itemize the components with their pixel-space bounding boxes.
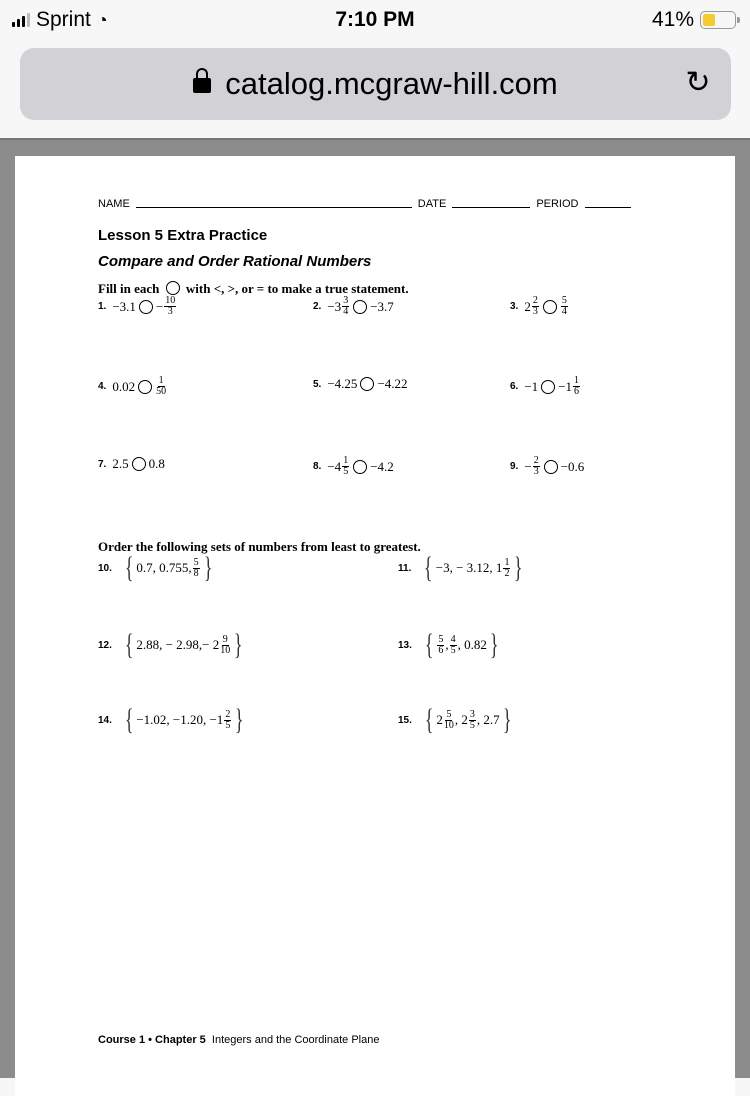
- fraction: [532, 296, 539, 317]
- close-brace: }: [234, 628, 243, 661]
- math-text: −3.1: [112, 298, 136, 314]
- answer-circle[interactable]: [138, 380, 152, 394]
- answer-circle[interactable]: [139, 300, 153, 314]
- fraction: [561, 296, 568, 317]
- order-problem: [98, 703, 247, 736]
- header-fields: [98, 198, 637, 210]
- math-text: −4: [327, 458, 342, 474]
- math-text: −1: [558, 378, 573, 394]
- numerator: 10: [165, 295, 176, 306]
- math-text: , 2: [454, 712, 468, 727]
- denominator: 5: [225, 719, 231, 731]
- close-brace: }: [203, 551, 213, 584]
- battery-icon: [700, 11, 736, 29]
- period-label: PERIOD: [536, 198, 579, 210]
- fraction: [156, 376, 166, 397]
- reload-icon[interactable]: ↻: [685, 66, 711, 99]
- fraction: [220, 635, 230, 656]
- status-bar: [0, 0, 750, 42]
- denominator: 5: [343, 466, 349, 477]
- problem-number: 8.: [313, 461, 322, 472]
- problem-number: 10.: [98, 562, 112, 574]
- answer-circle[interactable]: [541, 380, 555, 394]
- open-brace: {: [424, 703, 434, 736]
- math-text: −3, − 3.12, 1: [435, 560, 503, 575]
- footer: [98, 1034, 379, 1046]
- compare-problem: [313, 296, 394, 317]
- numerator: 5: [446, 708, 452, 720]
- footer-course: Course 1 • Chapter 5: [98, 1034, 206, 1046]
- numerator: 1: [504, 556, 510, 568]
- numerator: 5: [438, 633, 444, 645]
- order-instructions: Order the following sets of numbers from least to greatest.: [98, 539, 421, 554]
- compare-problem: [313, 376, 408, 392]
- math-text: 0.02: [112, 378, 136, 394]
- math-text: ,: [445, 637, 449, 652]
- answer-circle[interactable]: [353, 300, 367, 314]
- compare-problem: [98, 376, 167, 397]
- footer-topic: Integers and the Coordinate Plane: [211, 1034, 380, 1046]
- numerator: 2: [533, 455, 539, 466]
- denominator: 2: [504, 567, 510, 579]
- document-viewer[interactable]: [0, 138, 750, 1078]
- problem-number: 3.: [510, 301, 519, 312]
- open-brace: {: [124, 628, 134, 661]
- math-text: 2: [436, 712, 443, 727]
- math-text: −1: [524, 378, 539, 394]
- open-brace: {: [124, 551, 134, 584]
- wifi-icon: ◔: [96, 9, 108, 30]
- math-text: 2.88, − 2.98,− 2: [136, 637, 220, 652]
- numerator: 3: [343, 295, 349, 306]
- problem-number: 7.: [98, 458, 107, 470]
- url-text: catalog.mcgraw-hill.com: [225, 66, 558, 101]
- circle-icon: [166, 281, 180, 295]
- answer-circle[interactable]: [543, 300, 557, 314]
- denominator: 3: [532, 306, 538, 317]
- fraction: [450, 635, 457, 656]
- math-text: −4.22: [377, 376, 408, 391]
- numerator: 5: [561, 295, 567, 306]
- lesson-title: Lesson 5 Extra Practice: [98, 227, 268, 244]
- answer-circle[interactable]: [353, 460, 367, 474]
- problem-number: 4.: [98, 381, 107, 392]
- fraction: [469, 710, 476, 731]
- denominator: 3: [533, 466, 539, 477]
- close-brace: }: [235, 703, 244, 736]
- fraction: [503, 558, 510, 579]
- address-bar[interactable]: [20, 48, 731, 120]
- math-text: −: [524, 458, 532, 474]
- compare-problem: [98, 456, 165, 472]
- order-problem: [398, 551, 526, 584]
- answer-circle[interactable]: [360, 377, 374, 391]
- denominator: 6: [574, 386, 580, 397]
- denominator: 5: [469, 719, 475, 731]
- fraction: [444, 710, 454, 731]
- problem-number: 15.: [398, 714, 412, 726]
- math-text: −: [155, 298, 164, 314]
- fraction: [224, 710, 231, 731]
- numerator: 2: [225, 708, 231, 720]
- open-brace: {: [424, 628, 434, 661]
- math-text: −4.25: [327, 376, 358, 391]
- order-problem: [98, 628, 246, 661]
- math-text: , 2.7: [476, 712, 500, 727]
- problem-number: 14.: [98, 714, 112, 726]
- carrier: Sprint: [36, 8, 91, 31]
- close-brace: }: [489, 628, 499, 661]
- numerator: 4: [450, 633, 456, 645]
- fraction: [193, 558, 200, 579]
- lesson-subtitle: Compare and Order Rational Numbers: [98, 253, 372, 270]
- name-label: NAME: [98, 198, 130, 210]
- math-text: , 0.82: [457, 637, 487, 652]
- fraction: [533, 456, 540, 477]
- date-line: [452, 207, 530, 208]
- fraction: [573, 376, 580, 397]
- numerator: 9: [222, 633, 228, 645]
- compare-problem: [510, 456, 584, 477]
- compare-problem: [510, 376, 581, 397]
- numerator: 1: [343, 455, 349, 466]
- problem-number: 9.: [510, 461, 519, 472]
- fraction: [437, 635, 444, 656]
- fraction: [342, 296, 349, 317]
- order-problem: [398, 703, 514, 736]
- open-brace: {: [424, 551, 433, 584]
- order-problem: [398, 628, 501, 661]
- lock-icon: [193, 78, 211, 93]
- denominator: 10: [443, 719, 454, 731]
- fraction: [164, 296, 176, 317]
- answer-circle[interactable]: [544, 460, 558, 474]
- clock: 7:10 PM: [335, 8, 415, 31]
- problem-number: 5.: [313, 378, 322, 390]
- battery-percent: 41%: [651, 8, 694, 31]
- compare-problem: [98, 296, 177, 317]
- name-line: [136, 207, 412, 208]
- instruction-text: with <, >, or = to make a true statement.: [185, 281, 409, 296]
- compare-instructions: [98, 281, 409, 297]
- order-problem: [98, 551, 215, 584]
- numerator: 5: [193, 556, 199, 568]
- open-brace: {: [124, 703, 134, 736]
- denominator: 4: [343, 306, 349, 317]
- numerator: 2: [532, 295, 538, 306]
- math-text: −3.7: [370, 298, 394, 314]
- denominator: 10: [220, 644, 231, 656]
- compare-problem: [313, 456, 394, 477]
- denominator: 6: [438, 644, 444, 656]
- problem-number: 1.: [98, 301, 107, 312]
- problem-number: 12.: [98, 639, 112, 651]
- denominator: 4: [561, 306, 567, 317]
- math-text: −1.02, −1.20, −1: [136, 712, 224, 727]
- math-text: 0.7, 0.755,: [136, 560, 192, 575]
- numerator: 1: [158, 375, 164, 386]
- date-label: DATE: [417, 198, 447, 210]
- close-brace: }: [514, 551, 523, 584]
- problem-number: 6.: [510, 381, 519, 392]
- denominator: 8: [193, 567, 199, 579]
- math-text: 2: [524, 298, 531, 314]
- math-text: 2.5: [112, 456, 129, 471]
- denominator: 5: [450, 644, 456, 656]
- compare-problem: [510, 296, 569, 317]
- math-text: 0.8: [148, 456, 165, 471]
- period-line: [585, 207, 631, 208]
- math-text: −0.6: [560, 458, 585, 474]
- denominator: 3: [167, 306, 173, 317]
- numerator: 3: [469, 708, 475, 720]
- numerator: 1: [574, 375, 580, 386]
- problem-number: 13.: [398, 639, 412, 651]
- problem-number: 11.: [398, 562, 412, 574]
- denominator: 50: [156, 386, 167, 397]
- close-brace: }: [502, 703, 512, 736]
- worksheet-page: [15, 156, 735, 1096]
- math-text: −3: [327, 298, 342, 314]
- math-text: −4.2: [370, 458, 394, 474]
- answer-circle[interactable]: [132, 457, 146, 471]
- instruction-text: Fill in each: [98, 281, 160, 296]
- problem-number: 2.: [313, 301, 322, 312]
- fraction: [342, 456, 349, 477]
